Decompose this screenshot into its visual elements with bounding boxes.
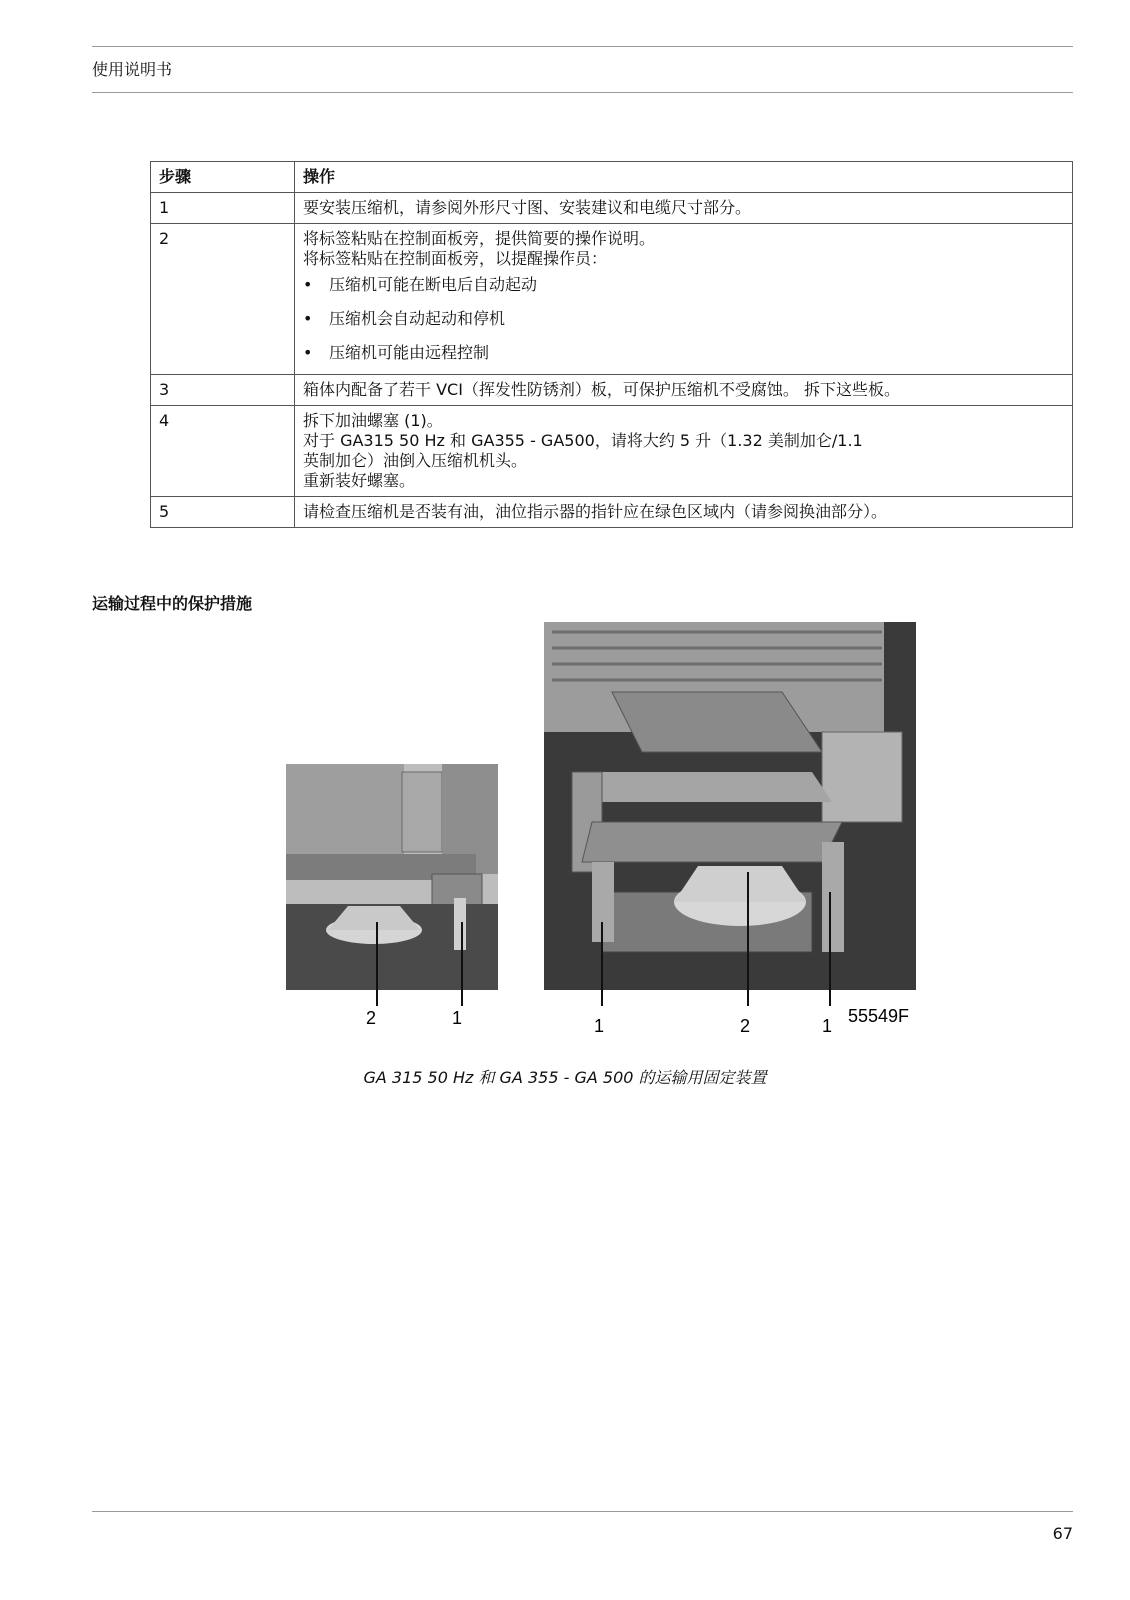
callout-label: 1	[822, 1016, 833, 1036]
step-action	[295, 193, 1073, 224]
left-photo	[286, 764, 498, 1006]
action-line: 箱体内配备了若干 VCI（挥发性防锈剂）板，可保护压缩机不受腐蚀。 拆下这些板。	[303, 380, 901, 399]
callout-label: 2	[740, 1016, 751, 1036]
callout-label: 2	[366, 1008, 377, 1028]
figure-code: 55549F	[848, 1006, 910, 1026]
step-action	[295, 406, 1073, 497]
page-number: 67	[1052, 1524, 1073, 1543]
list-item: • 压缩机可能在断电后自动起动	[303, 275, 1064, 295]
list-item: • 压缩机可能由远程控制	[303, 343, 1064, 363]
table-header-row	[151, 162, 1073, 193]
section-heading: 运输过程中的保护措施	[92, 594, 253, 613]
transport-fixture-figure	[282, 622, 932, 1052]
header-rule-top	[92, 46, 1073, 47]
figure-caption: GA 315 50 Hz 和 GA 355 - GA 500 的运输用固定装置	[363, 1068, 767, 1087]
callout-label: 1	[594, 1016, 605, 1036]
list-item: • 压缩机会自动起动和停机	[303, 309, 1064, 329]
document-title: 使用说明书	[92, 60, 173, 79]
step-number: 2	[151, 224, 295, 375]
step-action	[295, 497, 1073, 528]
callout-label: 1	[452, 1008, 463, 1028]
table-row	[151, 497, 1073, 528]
table-row	[151, 193, 1073, 224]
step-number: 3	[151, 375, 295, 406]
step-action	[295, 375, 1073, 406]
column-header-step: 步骤	[151, 162, 295, 193]
table-row	[151, 375, 1073, 406]
table-row	[151, 224, 1073, 375]
action-line: 拆下加油螺塞 (1)。	[303, 411, 443, 430]
action-line: 请检查压缩机是否装有油，油位指示器的指针应在绿色区域内（请参阅换油部分）。	[303, 502, 888, 521]
action-line: 英制加仑）油倒入压缩机机头。	[303, 451, 528, 470]
table-row	[151, 406, 1073, 497]
warning-list	[303, 275, 1064, 363]
action-line: 将标签粘贴在控制面板旁，提供简要的操作说明。	[303, 229, 656, 248]
column-header-action: 操作	[295, 162, 1073, 193]
header-rule-bottom	[92, 92, 1073, 93]
action-line: 将标签粘贴在控制面板旁，以提醒操作员：	[303, 249, 608, 268]
action-line: 重新装好螺塞。	[303, 471, 416, 490]
step-number: 1	[151, 193, 295, 224]
step-number: 5	[151, 497, 295, 528]
step-action	[295, 224, 1073, 375]
step-number: 4	[151, 406, 295, 497]
right-photo	[544, 622, 916, 1006]
action-line: 对于 GA315 50 Hz 和 GA355 - GA500，请将大约 5 升（1.32 美制加仑/1.1	[303, 431, 863, 450]
steps-table	[150, 161, 1073, 528]
footer-rule	[92, 1511, 1073, 1512]
action-line: 要安装压缩机，请参阅外形尺寸图、安装建议和电缆尺寸部分。	[303, 198, 752, 217]
